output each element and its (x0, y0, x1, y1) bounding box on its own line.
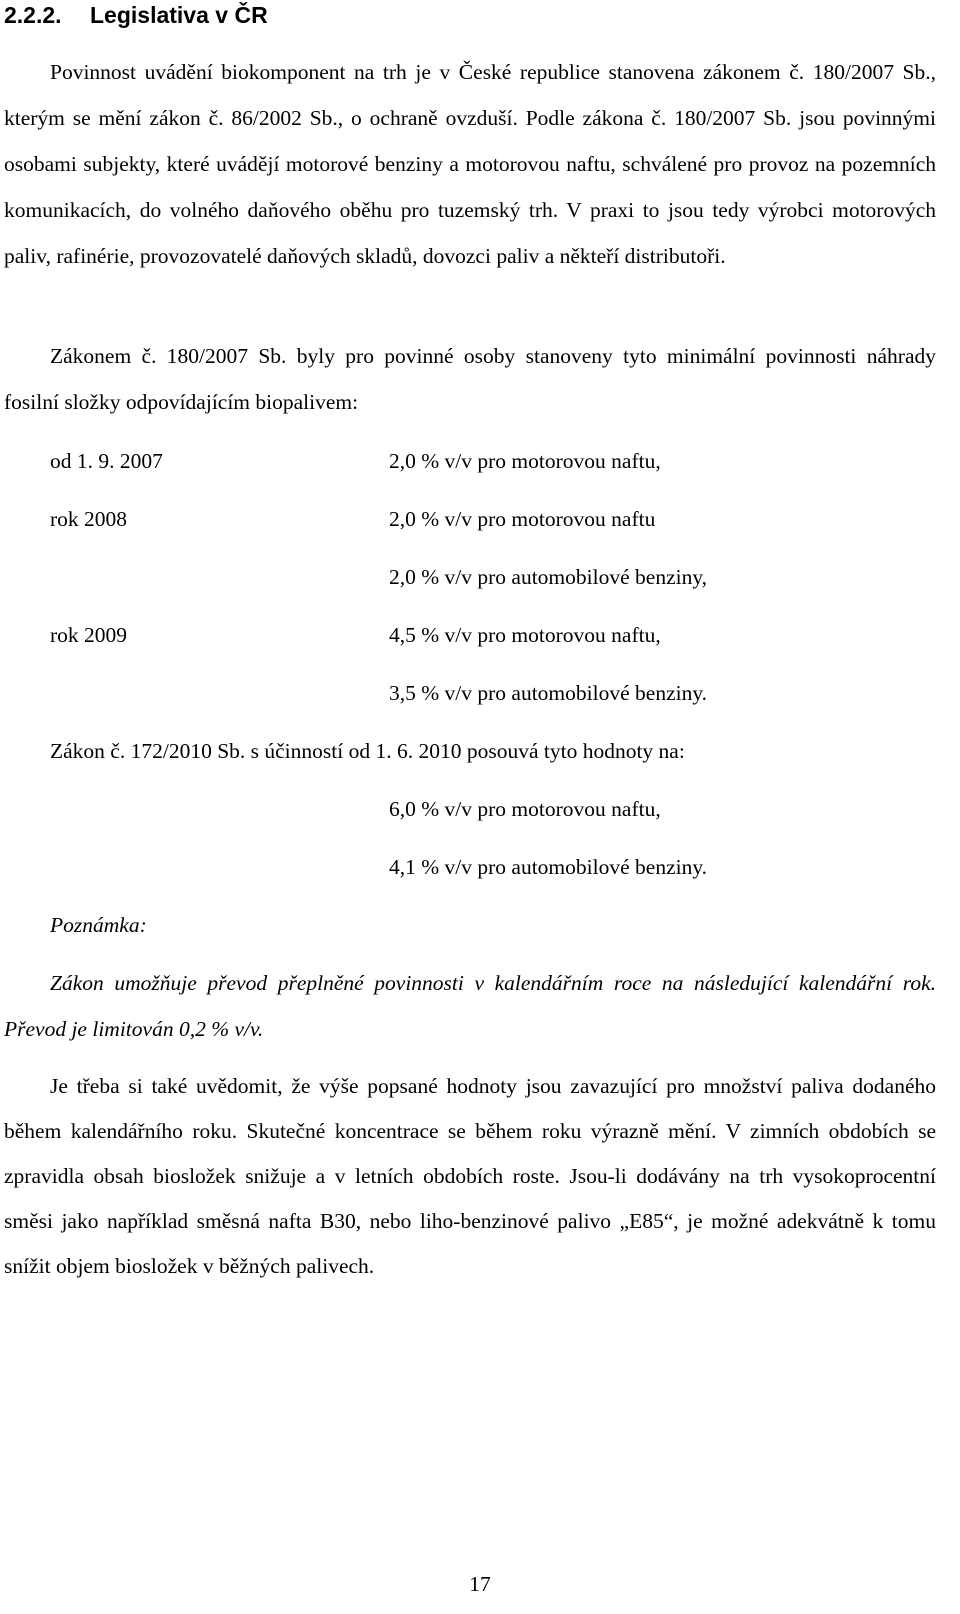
new-value-petrol: 4,1 % v/v pro automobilové benziny. (389, 855, 708, 879)
paragraph-seasonal-variation: Je třeba si také uvědomit, že výše popsané hodnoty jsou zavazující pro množství paliva dodaného během kalendářního roku. Skutečné koncentrace se během roku výrazně mění. V zimních obdobích se zpravidla obsah biosložek snižuje a v letních obdobích roste. Jsou-li dodávány na trh vysokoprocentní směsi jako například směsná nafta B30, nebo liho-benzinové palivo „E85“, je možné adekvátně k tomu snížit objem biosložek v běžných palivech. (4, 1074, 936, 1278)
new-value-diesel: 6,0 % v/v pro motorovou naftu, (389, 797, 661, 821)
obligation-value-2007-diesel: 2,0 % v/v pro motorovou naftu, (389, 449, 661, 473)
obligation-label-2007: od 1. 9. 2007 (50, 449, 163, 473)
paragraph-new-law: Zákon č. 172/2010 Sb. s účinností od 1. 6. 2010 posouvá tyto hodnoty na: (50, 739, 685, 763)
section-heading (4, 2, 268, 29)
page-number: 17 (469, 1572, 491, 1596)
note-label: Poznámka: (50, 913, 147, 937)
obligation-value-2008-diesel: 2,0 % v/v pro motorovou naftu (389, 507, 656, 531)
note-text: Zákon umožňuje převod přeplněné povinnosti v kalendářním roce na následující kalendářní rok. Převod je limitován 0,2 % v/v. (4, 971, 936, 1041)
paragraph-minimum-obligations: Zákonem č. 180/2007 Sb. byly pro povinné osoby stanoveny tyto minimální povinnosti náhrady fosilní složky odpovídajícím biopalivem: (4, 344, 936, 414)
obligation-label-2008: rok 2008 (50, 507, 128, 531)
paragraph-legislation-intro: Povinnost uvádění biokomponent na trh je v České republice stanovena zákonem č. 180/2007 Sb., kterým se mění zákon č. 86/2002 Sb., o ochraně ovzduší. Podle zákona č. 180/2007 Sb. jsou povinnými osobami subjekty, které uvádějí motorové benziny a motorovou naftu, schválené pro provoz na pozemních komunikacích, do volného daňového oběhu pro tuzemský trh. V praxi to jsou tedy výrobci motorových paliv, rafinérie, provozovatelé daňových skladů, dovozci paliv a někteří distributoři. (4, 60, 936, 268)
obligation-label-2009: rok 2009 (50, 623, 128, 647)
obligation-value-2009-diesel: 4,5 % v/v pro motorovou naftu, (389, 623, 661, 647)
section-title: Legislativa v ČR (90, 2, 268, 28)
obligation-value-2009-petrol: 3,5 % v/v pro automobilové benziny. (389, 681, 708, 705)
section-number: 2.2.2. (4, 2, 62, 28)
obligation-value-2008-petrol: 2,0 % v/v pro automobilové benziny, (389, 565, 708, 589)
